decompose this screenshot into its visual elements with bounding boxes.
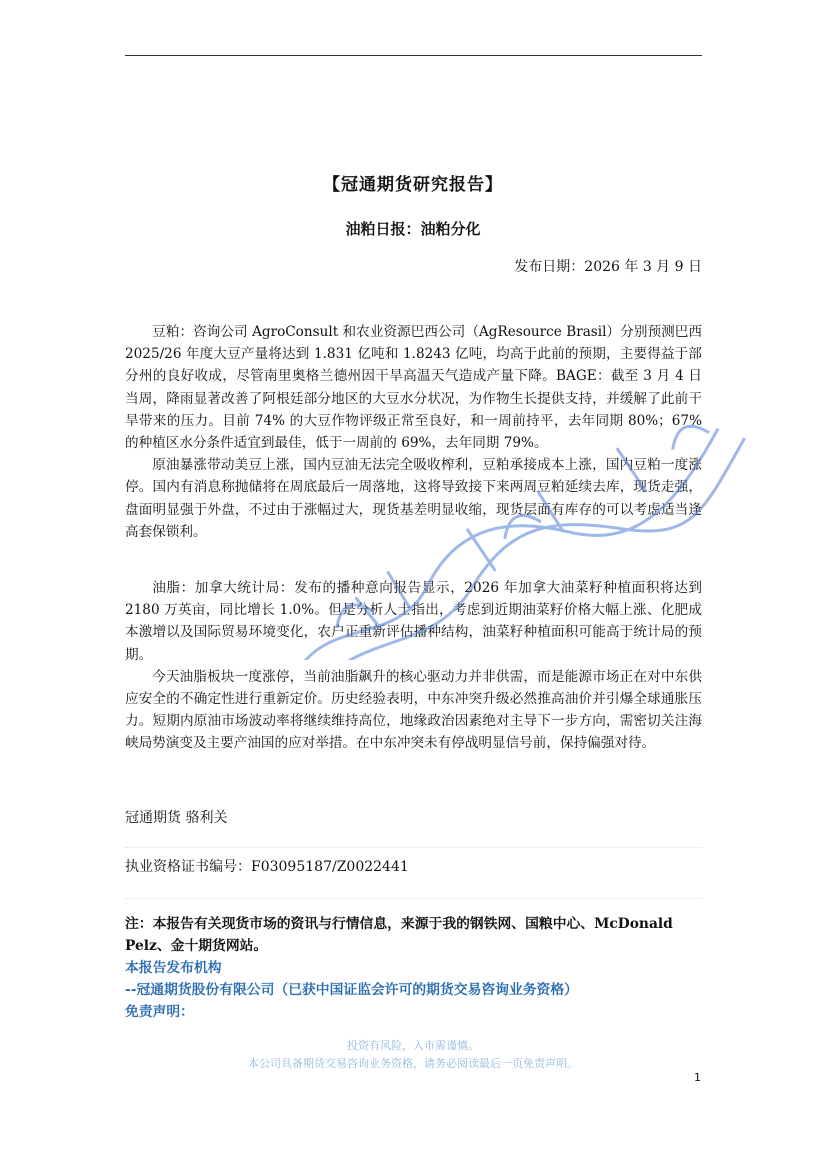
report-title: 【冠通期货研究报告】	[323, 175, 503, 195]
issuer-name: --冠通期货股份有限公司（已获中国证监会许可的期货交易咨询业务资格）	[125, 982, 578, 998]
qualification-notice: 本公司具备期货交易咨询业务资格，请务必阅读最后一页免责声明。	[248, 1057, 578, 1070]
header-rule	[125, 55, 702, 56]
soymeal-paragraph-1: 豆粕：咨询公司 AgroConsult 和农业资源巴西公司（AgResource Brasil）分别预测巴西 2025/26 年度大豆产量将达到 1.831 亿吨和 1.8243 亿吨，均高于此前的预期，主要得益于部分州的良好收成，尽管南里奥格兰德州因干旱高温天气造成产量下降。BAGE：截至 3 月 4 日当周，降雨显著改善了阿根廷部分地区的大豆水分状况，为作物生长提供支持，并缓解了此前干旱带来的压力。目前 74% 的大豆作物评级正常至良好，和一周前持平，去年同期 80%；67% 的种植区水分条件适宜到最佳，低于一周前的 69%，去年同期 79%。	[125, 324, 702, 452]
certificate-number: 执业资格证书编号：F03095187/Z0022441	[125, 859, 409, 875]
divider	[125, 898, 702, 899]
page-number: 1	[694, 1071, 701, 1084]
oils-paragraph-1: 油脂：加拿大统计局：发布的播种意向报告显示，2026 年加拿大油菜籽种植面积将达到 2180 万英亩，同比增长 1.0%。但是分析人士指出，考虑到近期油菜籽价格大幅上涨、化肥成本激增以及国际贸易环境变化，农户正重新评估播种结构，油菜籽种植面积可能高于统计局的预期。	[125, 580, 702, 663]
source-note-text: 注：本报告有关现货市场的资讯与行情信息，来源于我的钢铁网、国粮中心、McDonald Pelz、金十期货网站。	[125, 916, 673, 954]
author-line: 冠通期货 骆利关	[125, 810, 228, 826]
soymeal-paragraph-2: 原油暴涨带动美豆上涨，国内豆油无法完全吸收榨利，豆粕承接成本上涨，国内豆粕一度涨停。国内有消息称抛储将在周底最后一周落地，这将导致接下来两周豆粕延续去库，现货走强，盘面明显强于外盘，不过由于涨幅过大，现货基差明显收缩，现货层面有库存的可以考虑适当逢高套保锁利。	[125, 457, 702, 540]
oils-paragraph-2: 今天油脂板块一度涨停，当前油脂飙升的核心驱动力并非供需，而是能源市场正在对中东供应安全的不确定性进行重新定价。历史经验表明，中东冲突升级必然推高油价并引爆全球通胀压力。短期内原油市场波动率将继续维持高位，地缘政治因素绝对主导下一步方向，需密切关注海峡局势演变及主要产油国的应对举措。在中东冲突未有停战明显信号前，保持偏强对待。	[125, 668, 702, 752]
issuer-label: 本报告发布机构	[125, 960, 222, 976]
divider	[125, 847, 702, 848]
report-subtitle: 油粕日报：油粕分化	[345, 220, 481, 238]
publish-date: 发布日期：2026 年 3 月 9 日	[514, 259, 702, 275]
source-note	[125, 913, 702, 1023]
disclaimer-heading: 免责声明：	[125, 1004, 194, 1020]
soymeal-section	[125, 321, 702, 543]
risk-warning: 投资有风险，入市需谨慎。	[347, 1039, 479, 1052]
oils-section	[125, 577, 702, 755]
